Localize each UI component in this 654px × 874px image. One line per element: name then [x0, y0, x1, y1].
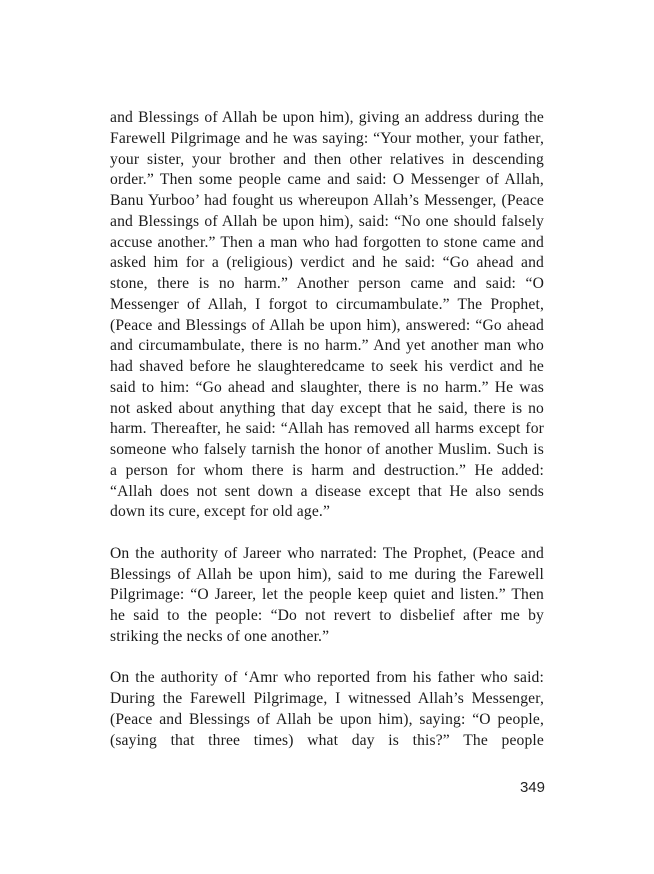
body-text: [110, 108, 544, 772]
paragraph-farewell-address: and Blessings of Allah be upon him), giving an address during the Farewell Pilgrimage and he was saying: “Your mother, your father, your sister, your brother and then other relatives in descending order.” Then some people came and said: O Messenger of Allah, Banu Yurboo’ had fought us whereupon Allah’s Messenger, (Peace and Blessings of Allah be upon him), said: “No one should falsely accuse another.” Then a man who had forgotten to stone came and asked him for a (religious) verdict and he said: “Go ahead and stone, there is no harm.” Another person came and said: “O Messenger of Allah, I forgot to circumambulate.” The Prophet, (Peace and Blessings of Allah be upon him), answered: “Go ahead and circumambulate, there is no harm.” And yet another man who had shaved before he slaughteredcame to seek his verdict and he said to him: “Go ahead and slaughter, there is no harm.” He was not asked about anything that day except that he said, there is no harm. Thereafter, he said: “Allah has removed all harms except for someone who falsely tarnish the honor of another Muslim. Such is a person for whom there is harm and destruction.” He added: “Allah does not sent down a disease except that He also sends down its cure, except for old age.”: [110, 109, 544, 521]
paragraph-jareer-narration: On the authority of Jareer who narrated: The Prophet, (Peace and Blessings of Allah be upon him), said to me during the Farewell Pilgrimage: “O Jareer, let the people keep quiet and listen.” Then he said to the people: “Do not revert to disbelief after me by striking the necks of one another.”: [110, 544, 544, 645]
page-number: 349: [519, 779, 545, 796]
paragraph-amr-narration: On the authority of ‘Amr who reported from his father who said: During the Farewell Pilgrimage, I witnessed Allah’s Messenger, (Peace and Blessings of Allah be upon him), saying: “O people, (saying that three times) what day is this?” The people: [110, 669, 544, 749]
